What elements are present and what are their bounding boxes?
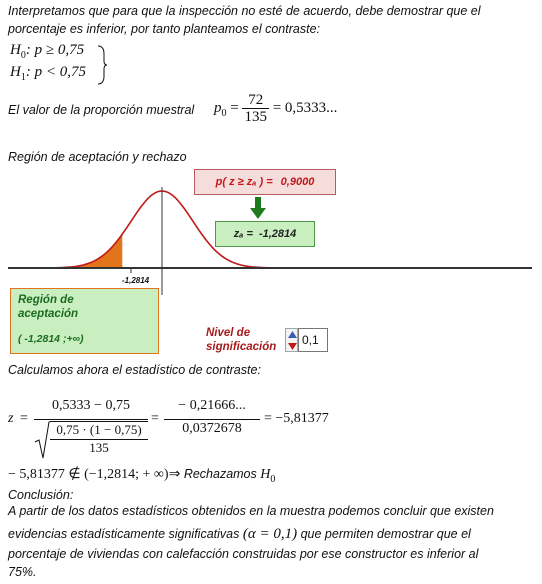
region-title: Región de aceptación y rechazo: [8, 150, 187, 164]
conclusion-line-1: A partir de los datos estadísticos obtenidos en la muestra podemos concluir que existen: [8, 504, 494, 518]
hypothesis-brace: [96, 44, 108, 86]
spin-up-icon: [288, 331, 297, 338]
intro-line-1: Interpretamos que para que la inspección no esté de acuerdo, debe demostrar que el: [8, 4, 481, 18]
hypothesis-h0: $H_0$: p ≥ 0,75: [10, 42, 85, 61]
acceptance-label-1: Región de: [18, 294, 74, 306]
decision-line: − 5,81377 ∉ (−1,2814; + ∞)⇒ Rechazamos $H_0$: [8, 467, 276, 485]
acceptance-region-box: [10, 288, 159, 354]
calc-title: Calculamos ahora el estadístico de contraste:: [8, 363, 261, 377]
significance-spinner[interactable]: [285, 328, 298, 352]
critical-value-box: zₐ = -1,2814: [215, 221, 315, 247]
significance-label-1: Nivel de: [206, 327, 251, 339]
probability-box: p( z ≥ zₐ ) = 0,9000: [194, 169, 336, 195]
acceptance-label-2: aceptación: [18, 308, 79, 320]
hypothesis-h1: $H_1$: p < 0,75: [10, 64, 86, 83]
proportion-formula: $p_0$ = $\frac{72}{135}$ = 0,5333...: [214, 92, 338, 125]
spin-down-icon: [288, 343, 297, 350]
sqrt-sign: [34, 420, 50, 460]
conclusion-title: Conclusión:: [8, 488, 74, 502]
down-arrow-icon: [250, 197, 266, 221]
conclusion-line-2: evidencias estadísticamente significativas (α = 0,1) que permiten demostrar que el: [8, 526, 471, 542]
proportion-label: El valor de la proporción muestral: [8, 103, 195, 117]
conclusion-line-3: porcentaje de viviendas con calefacción construidas por ese constructor es inferior al: [8, 547, 479, 561]
acceptance-interval: ( -1,2814 ;+∞): [18, 333, 84, 345]
significance-label-2: significación: [206, 341, 277, 353]
axis-tick-label: -1,2814: [122, 276, 150, 285]
intro-line-2: porcentaje es inferior, por tanto planteamos el contraste:: [8, 22, 320, 36]
conclusion-line-4: 75%.: [8, 565, 37, 579]
significance-value-field[interactable]: 0,1: [298, 328, 328, 352]
